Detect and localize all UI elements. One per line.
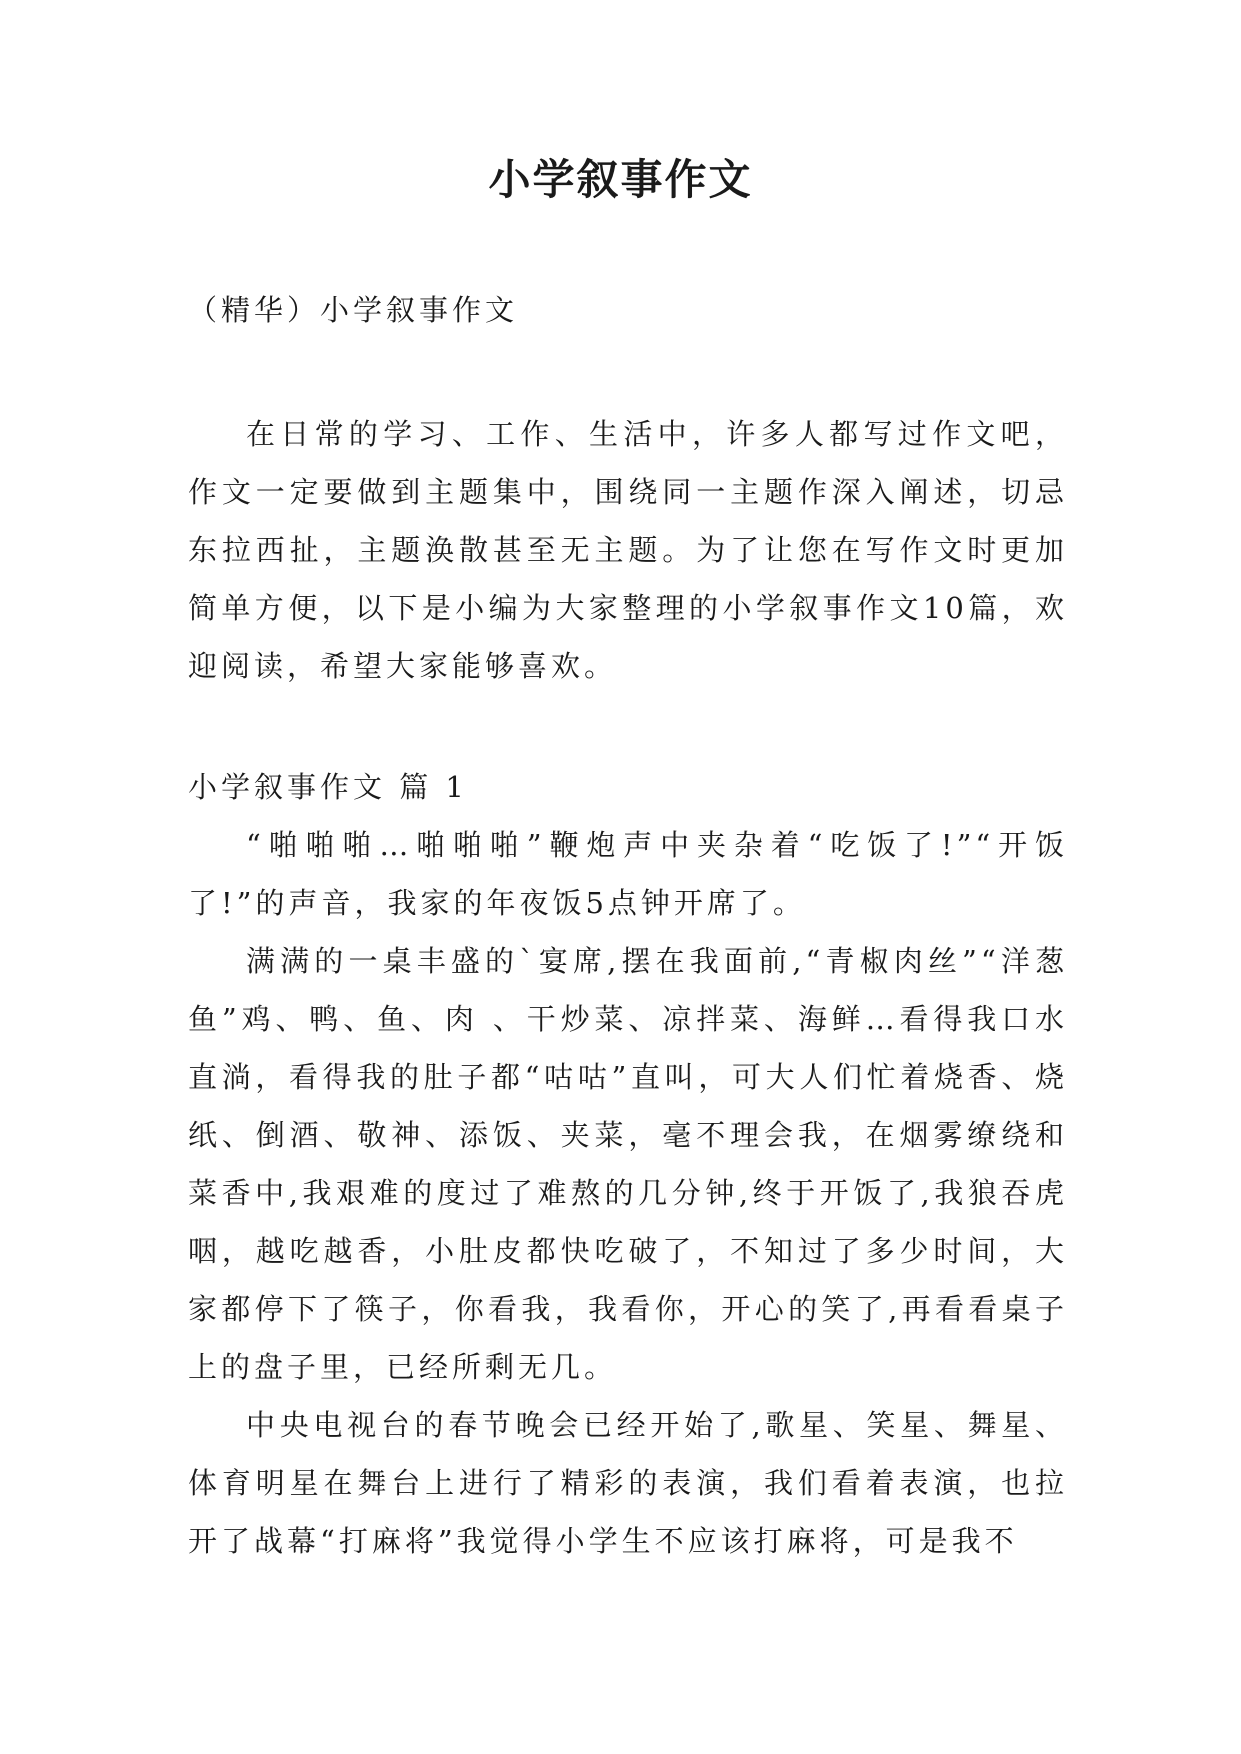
section-heading: 小学叙事作文 篇 1 [188,770,468,804]
intro-section [188,405,1068,695]
body-paragraph-1: “啪啪啪…啪啪啪”鞭炮声中夹杂着“吃饭了!”“开饭了!”的声音，我家的年夜饭5点钟开席了。 [188,828,1068,920]
body-paragraph-2: 满满的一桌丰盛的`宴席,摆在我面前,“青椒肉丝”“洋葱鱼”鸡、鸭、鱼、肉 、干炒菜、凉拌菜、海鲜…看得我口水直淌，看得我的肚子都“咕咕”直叫，可大人们忙着烧香、烧纸、倒酒、敬神、添饭、夹菜，毫不理会我，在烟雾缭绕和菜香中,我艰难的度过了难熬的几分钟,终于开饭了,我狼吞虎咽，越吃越香，小肚皮都快吃破了，不知过了多少时间，大家都停下了筷子，你看我，我看你，开心的笑了,再看看桌子上的盘子里，已经所剩无几。 [188,944,1068,1384]
document-title: 小学叙事作文 [488,155,753,204]
essay-section-1 [188,758,1068,1570]
intro-paragraph: 在日常的学习、工作、生活中，许多人都写过作文吧，作文一定要做到主题集中，围绕同一主题作深入阐述，切忌东拉西扯，主题涣散甚至无主题。为了让您在写作文时更加简单方便，以下是小编为大家整理的小学叙事作文10篇，欢迎阅读，希望大家能够喜欢。 [188,417,1068,683]
document-subtitle: （精华）小学叙事作文 [188,293,519,327]
body-paragraph-3: 中央电视台的春节晚会已经开始了,歌星、笑星、舞星、体育明星在舞台上进行了精彩的表演，我们看着表演，也拉开了战幕“打麻将”我觉得小学生不应该打麻将，可是我不 [188,1408,1068,1558]
